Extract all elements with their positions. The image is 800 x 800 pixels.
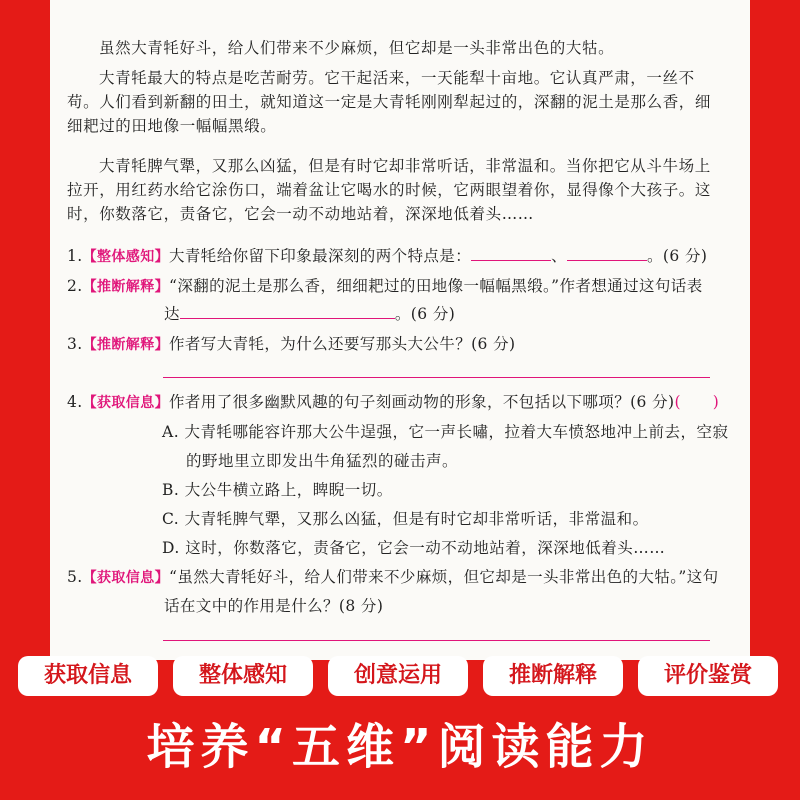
category-bar [18,656,788,696]
question-tag: 【推断解释】 [82,337,169,353]
category-creative-use[interactable]: 创意运用 [328,656,468,696]
option-c: C. 大青牦脾气犟，又那么凶猛，但是有时它却非常听话，非常温和。 [162,510,649,528]
question-text-cont: 达 [164,305,180,323]
option-a: A. 大青牦哪能容许那大公牛逞强，它一声长嘯，拉着大车愤怒地冲上前去，空寂 [162,423,729,441]
question-1 [67,244,727,266]
question-4 [67,390,727,412]
question-number: 5. [67,568,83,586]
question-number: 4. [67,393,83,411]
category-evaluation[interactable]: 评价鉴赏 [638,656,778,696]
passage-paragraph-1: 虽然大青牦好斗，给人们带来不少麻烦，但它却是一头非常出色的大牯。 [99,39,615,57]
passage-paragraph-2: 大青牦最大的特点是吃苦耐劳。它干起活来，一天能犁十亩地。它认真严肃，一丝不苟。人们看到新翻的田土，就知道这一定是大青牦刚刚犁起过的，深翻的泥土是那么香，细细耙过的田地像一幅幅黑缎。 [67,69,712,135]
question-tag: 【推断解释】 [82,279,169,295]
question-text: 作者写大青牦，为什么还要写那头大公牛？(6 分) [169,335,516,353]
question-2 [67,274,727,296]
option-d: D. 这时，你数落它，责备它，它会一动不动地站着，深深地低着头…… [162,539,666,557]
question-number: 3. [67,335,83,353]
question-text: “虽然大青牦好斗，给人们带来不少麻烦，但它却是一头非常出色的大牯。”这句 [169,568,719,586]
question-number: 1. [67,247,83,265]
answer-blank-1[interactable] [471,244,551,261]
option-a-cont: 的野地里立即发出牛角猛烈的碰击声。 [186,452,459,470]
question-2-line-2 [164,302,800,324]
question-text: 大青牦给你留下印象最深刻的两个特点是： [169,247,472,265]
question-5-line-2: 话在文中的作用是什么？(8 分) [164,597,384,615]
question-3 [67,332,727,354]
answer-line-q3[interactable] [163,377,710,378]
question-number: 2. [67,277,83,295]
score: 。(6 分) [647,247,708,265]
slogan: 培养“五维”阅读能力 [146,719,654,775]
passage-paragraph-3: 大青牦脾气犟，又那么凶猛，但是有时它却非常听话，非常温和。当你把它从斗牛场上拉开，用红药水给它涂伤口，端着盆让它喝水的时候，它两眼望着你，显得像个大孩子。这时，你数落它，责备它，它会一动不动地站着，深深地低着头…… [67,157,712,223]
question-5 [67,565,727,587]
question-text: “深翻的泥土是那么香，细细耙过的田地像一幅幅黑缎。”作者想通过这句话表 [169,277,703,295]
question-tag: 【获取信息】 [82,395,169,411]
category-get-info[interactable]: 获取信息 [18,656,158,696]
option-b: B. 大公牛横立路上，睥睨一切。 [162,481,393,499]
answer-blank[interactable] [180,302,395,319]
answer-blank-2[interactable] [567,244,647,261]
question-tag: 【获取信息】 [82,570,169,586]
answer-parentheses[interactable]: ( ) [674,393,720,411]
score: 。(6 分) [394,305,456,323]
category-overall-perception[interactable]: 整体感知 [173,656,313,696]
separator: 、 [551,247,568,265]
answer-line-q5[interactable] [163,640,710,641]
question-tag: 【整体感知】 [82,249,169,265]
category-inference[interactable]: 推断解释 [483,656,623,696]
question-text: 作者用了很多幽默风趣的句子刻画动物的形象，不包括以下哪项？(6 分) [169,393,675,411]
